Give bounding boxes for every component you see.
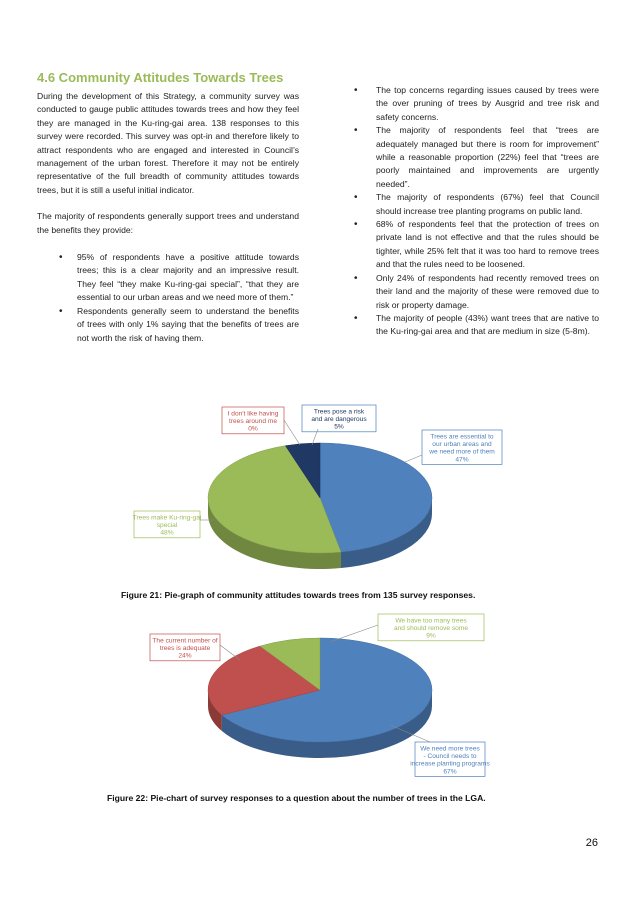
pie-slice-label: We need more trees - Council needs to increase planting programs	[410, 745, 490, 768]
pie-slice-value: 9%	[426, 632, 436, 640]
list-item: • The majority of respondents (67%) feel that Council should increase tree planting programs on public land.	[336, 191, 599, 218]
pie-slice-label: The current number of trees is adequate	[152, 637, 218, 653]
pie-slice-label: Trees pose a risk and are dangerous	[311, 408, 367, 424]
pie-2	[150, 614, 490, 776]
figure-22-caption: Figure 22: Pie-chart of survey responses to a question about the number of trees in the LGA.	[107, 793, 486, 803]
list-item: • The majority of respondents feel that “trees are adequately managed but there is room for improvement” while a reasonable proportion (22%) feel that “trees are poorly maintained and improvements are urgently needed”.	[336, 124, 599, 191]
list-item: • 68% of respondents feel that the protection of trees on private land is not effective and that the rules should be tighter, while 25% felt that it was too hard to remove trees and that the rules need to be loosened.	[336, 218, 599, 272]
section-heading: 4.6 Community Attitudes Towards Trees	[37, 70, 284, 85]
pie-slice-label: Trees are essential to our urban areas and we need more of them	[429, 433, 495, 456]
pie-slice-value: 24%	[178, 652, 192, 660]
list-item: • The top concerns regarding issues caused by trees were the over pruning of trees by Ausgrid and tree risk and safety concerns.	[336, 84, 599, 124]
pie-slice-label: I don't like having trees around me	[227, 410, 279, 426]
pie-slice-value: 47%	[455, 456, 469, 464]
page-number: 26	[585, 837, 598, 849]
pie-1	[133, 405, 502, 569]
list-item: • Respondents generally seem to understand the benefits of trees with only 1% saying that the benefits of trees are not worth the risk of having them.	[37, 305, 299, 345]
pie-slice-label: Trees make Ku-ring-gai special	[132, 514, 202, 530]
intro-paragraph: During the development of this Strategy, a community survey was conducted to gauge public attitudes towards trees and how they feel they are managed in the Ku-ring-gai area. 138 responses to this survey were recorded. This survey was opt-in and therefore likely to attract respondents who are engaged and interested in Council’s management of the urban forest. Therefore it may not be entirely representative of the full breadth of community attitudes towards trees, but it is still a useful initial indicator.	[37, 91, 299, 195]
list-item: • The majority of people (43%) want trees that are native to the Ku-ring-gai area and that are medium in size (5-8m).	[336, 312, 599, 339]
list-item: • 95% of respondents have a positive attitude towards trees; this is a clear majority and an impressive result. They feel “they make Ku-ring-gai special”, “that they are essential to our urban areas and we need more of them.”	[37, 251, 299, 305]
leader-line	[330, 625, 378, 642]
pie-slice-value: 48%	[160, 529, 174, 537]
pie-slice-value: 0%	[248, 425, 258, 433]
pie-slice-label: We have too many trees and should remove some	[393, 617, 469, 633]
figure-21-caption: Figure 21: Pie-graph of community attitudes towards trees from 135 survey responses.	[121, 590, 476, 600]
pie-slice-value: 5%	[334, 423, 344, 431]
support-paragraph: The majority of respondents generally support trees and understand the benefits they provide:	[37, 211, 299, 235]
leader-line	[405, 455, 422, 462]
pie-slice-value: 67%	[443, 768, 457, 776]
list-item: • Only 24% of respondents had recently removed trees on their land and the majority of these were removed due to risk or property damage.	[336, 272, 599, 312]
leader-line	[220, 645, 240, 660]
leader-line	[284, 420, 300, 445]
